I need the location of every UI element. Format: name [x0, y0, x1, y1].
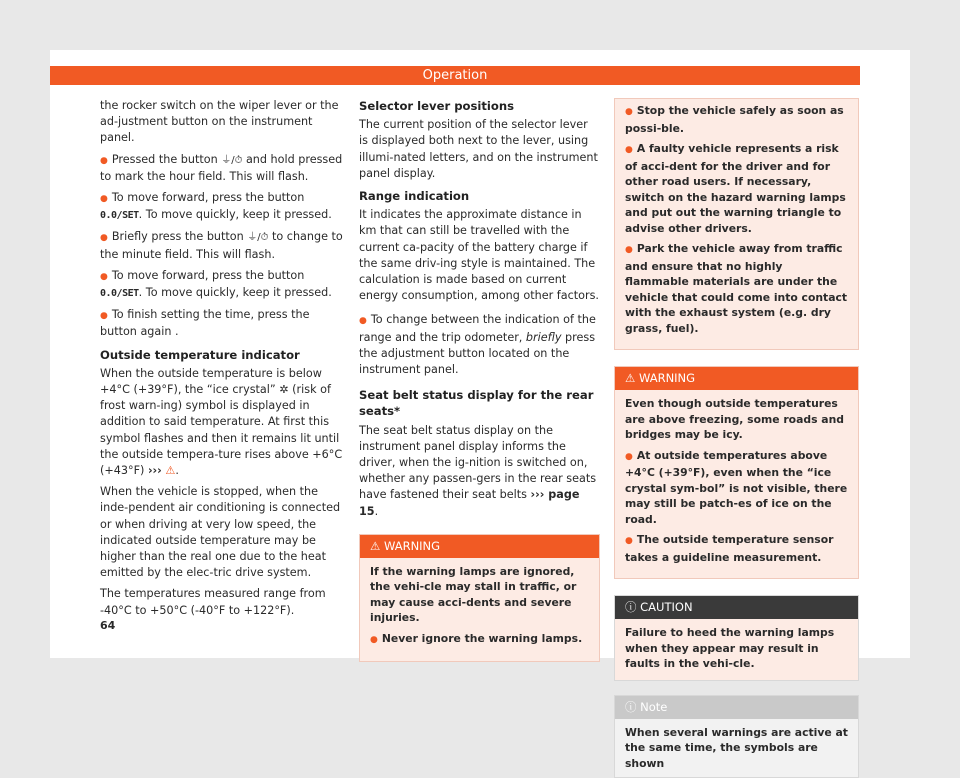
- note-icon: ⓘ: [625, 700, 637, 714]
- set-button-symbol: 0.0/SET: [100, 210, 139, 221]
- list-item: ● To finish setting the time, press the button again .: [100, 307, 344, 340]
- bullet-icon: ●: [100, 311, 112, 321]
- warning-box-header: ⚠ WARNING: [360, 535, 599, 558]
- warning-box-header: ⚠ WARNING: [615, 367, 858, 390]
- warning-box: [614, 366, 859, 579]
- list-item: ● A faulty vehicle represents a risk of acci-dent for the driver and for other road users. If necessary, switch on the hazard warning lamps and put out the warning triangle to advise other drivers.: [625, 141, 848, 236]
- caution-icon: ⓘ: [625, 600, 637, 614]
- paragraph: The seat belt status display on the instrument panel display informs the driver, when the ig-nition is switched on, whether any passen-gers in the rear seats have fastened their seat belts ››› page 15.: [359, 423, 600, 520]
- section-heading: Seat belt status display for the rear seats*: [359, 387, 600, 419]
- caution-box: [614, 595, 859, 681]
- list-item: ● The outside temperature sensor takes a guideline measurement.: [625, 532, 848, 565]
- bullet-icon: ●: [100, 233, 112, 243]
- bullet-icon: ●: [625, 145, 637, 155]
- note-box-body: When several warnings are active at the same time, the symbols are shown: [615, 719, 858, 778]
- caution-box-header: ⓘ CAUTION: [615, 596, 858, 619]
- note-box: [614, 695, 859, 778]
- reference-arrow: ›››: [148, 464, 162, 477]
- bullet-icon: ●: [625, 536, 637, 546]
- page-link[interactable]: ››› page 15: [359, 488, 579, 517]
- bullet-icon: ●: [625, 107, 637, 117]
- section-heading: Outside temperature indicator: [100, 347, 344, 363]
- bullet-icon: ●: [625, 452, 637, 462]
- warning-box-body: [615, 99, 858, 349]
- paragraph: When the vehicle is stopped, when the inde-pendent air conditioning is connected or when driving at very low speed, the indicated outside temperature may be higher than the real one due to the heat emitted by the elec-tric drive system.: [100, 484, 344, 581]
- list-item: ● Park the vehicle away from traffic and ensure that no highly flammable materials are under the vehicle that could come into contact with the exhaust system (e.g. dry grass, fuel).: [625, 241, 848, 336]
- paragraph: The temperatures measured range from -40°C to +50°C (-40°F to +122°F).: [100, 586, 344, 618]
- list-item: ● To move forward, press the button 0.0/SET. To move quickly, keep it pressed.: [100, 268, 344, 302]
- list-item: ● At outside temperatures above +4°C (+39°F), even when the “ice crystal sym-bol” is not visible, there may still be patch-es of ice on the road.: [625, 448, 848, 528]
- column-left: [100, 98, 344, 624]
- clock-button-icon: ⏚/⏱: [247, 232, 268, 243]
- bullet-icon: ●: [625, 245, 637, 255]
- bullet-icon: ●: [370, 635, 382, 645]
- warning-box: [359, 534, 600, 663]
- caution-box-body: Failure to heed the warning lamps when they appear may result in faults in the vehi-cle.: [615, 619, 858, 680]
- list-item: ● Briefly press the button ⏚/⏱ to change to the minute field. This will flash.: [100, 229, 344, 262]
- set-button-symbol: 0.0/SET: [100, 288, 139, 299]
- paragraph: It indicates the approximate distance in km that can still be travelled with the current ca-pacity of the battery charge if the same driv-ing style is maintained. The calculation is made based on current energy consumption, among other factors.: [359, 207, 600, 304]
- bullet-icon: ●: [100, 272, 112, 282]
- list-item: ● Stop the vehicle safely as soon as possi-ble.: [625, 103, 848, 136]
- warning-box-body: Even though outside temperatures are above freezing, some roads and bridges may be icy. ● At outside temperatures above +4°C (+39°F), even when the “ice crystal sym-bol” is not visible, there may still be patch-es of ice on the road. ● The outside temperature sensor takes a guideline measurement.: [615, 390, 858, 578]
- warning-icon[interactable]: ⚠: [165, 464, 175, 477]
- column-right: [614, 98, 859, 778]
- warning-box-body: If the warning lamps are ignored, the vehi-cle may stall in traffic, or may cause acci-dents and severe injuries. ● Never ignore the warning lamps.: [360, 558, 599, 662]
- section-heading: Selector lever positions: [359, 98, 600, 114]
- list-item: ● To move forward, press the button 0.0/SET. To move quickly, keep it pressed.: [100, 190, 344, 224]
- clock-button-icon: ⏚/⏱: [221, 155, 242, 166]
- list-item: ● To change between the indication of the range and the trip odometer, briefly press the adjustment button located on the instrument panel.: [359, 312, 600, 378]
- note-box-header: ⓘ Note: [615, 696, 858, 719]
- paragraph: The current position of the selector lever is displayed both next to the lever, using illumi-nated letters, and on the instrument panel display.: [359, 117, 600, 182]
- paragraph: the rocker switch on the wiper lever or the ad-justment button on the instrument panel.: [100, 98, 344, 147]
- list-item: ● Pressed the button ⏚/⏱ and hold pressed to mark the hour field. This will flash.: [100, 152, 344, 185]
- ice-crystal-icon: ✲: [279, 383, 288, 396]
- bullet-icon: ●: [359, 316, 371, 326]
- warning-icon: ⚠: [370, 539, 380, 553]
- bullet-icon: ●: [100, 194, 112, 204]
- page-header: Operation: [50, 66, 860, 85]
- paragraph: When the outside temperature is below +4°C (+39°F), the “ice crystal” ✲ (risk of frost warn-ing) symbol is displayed in addition to said temperature. At first this symbol flashes and then it remains lit until the outside tempera-ture rises above +6°C (+43°F) ››› ⚠.: [100, 366, 344, 479]
- section-heading: Range indication: [359, 188, 600, 204]
- column-middle: [359, 98, 600, 662]
- warning-icon: ⚠: [625, 371, 635, 385]
- page-number: 64: [100, 619, 115, 632]
- bullet-icon: ●: [100, 156, 112, 166]
- warning-continued-box: [614, 98, 859, 350]
- list-item: ● Never ignore the warning lamps.: [370, 631, 589, 649]
